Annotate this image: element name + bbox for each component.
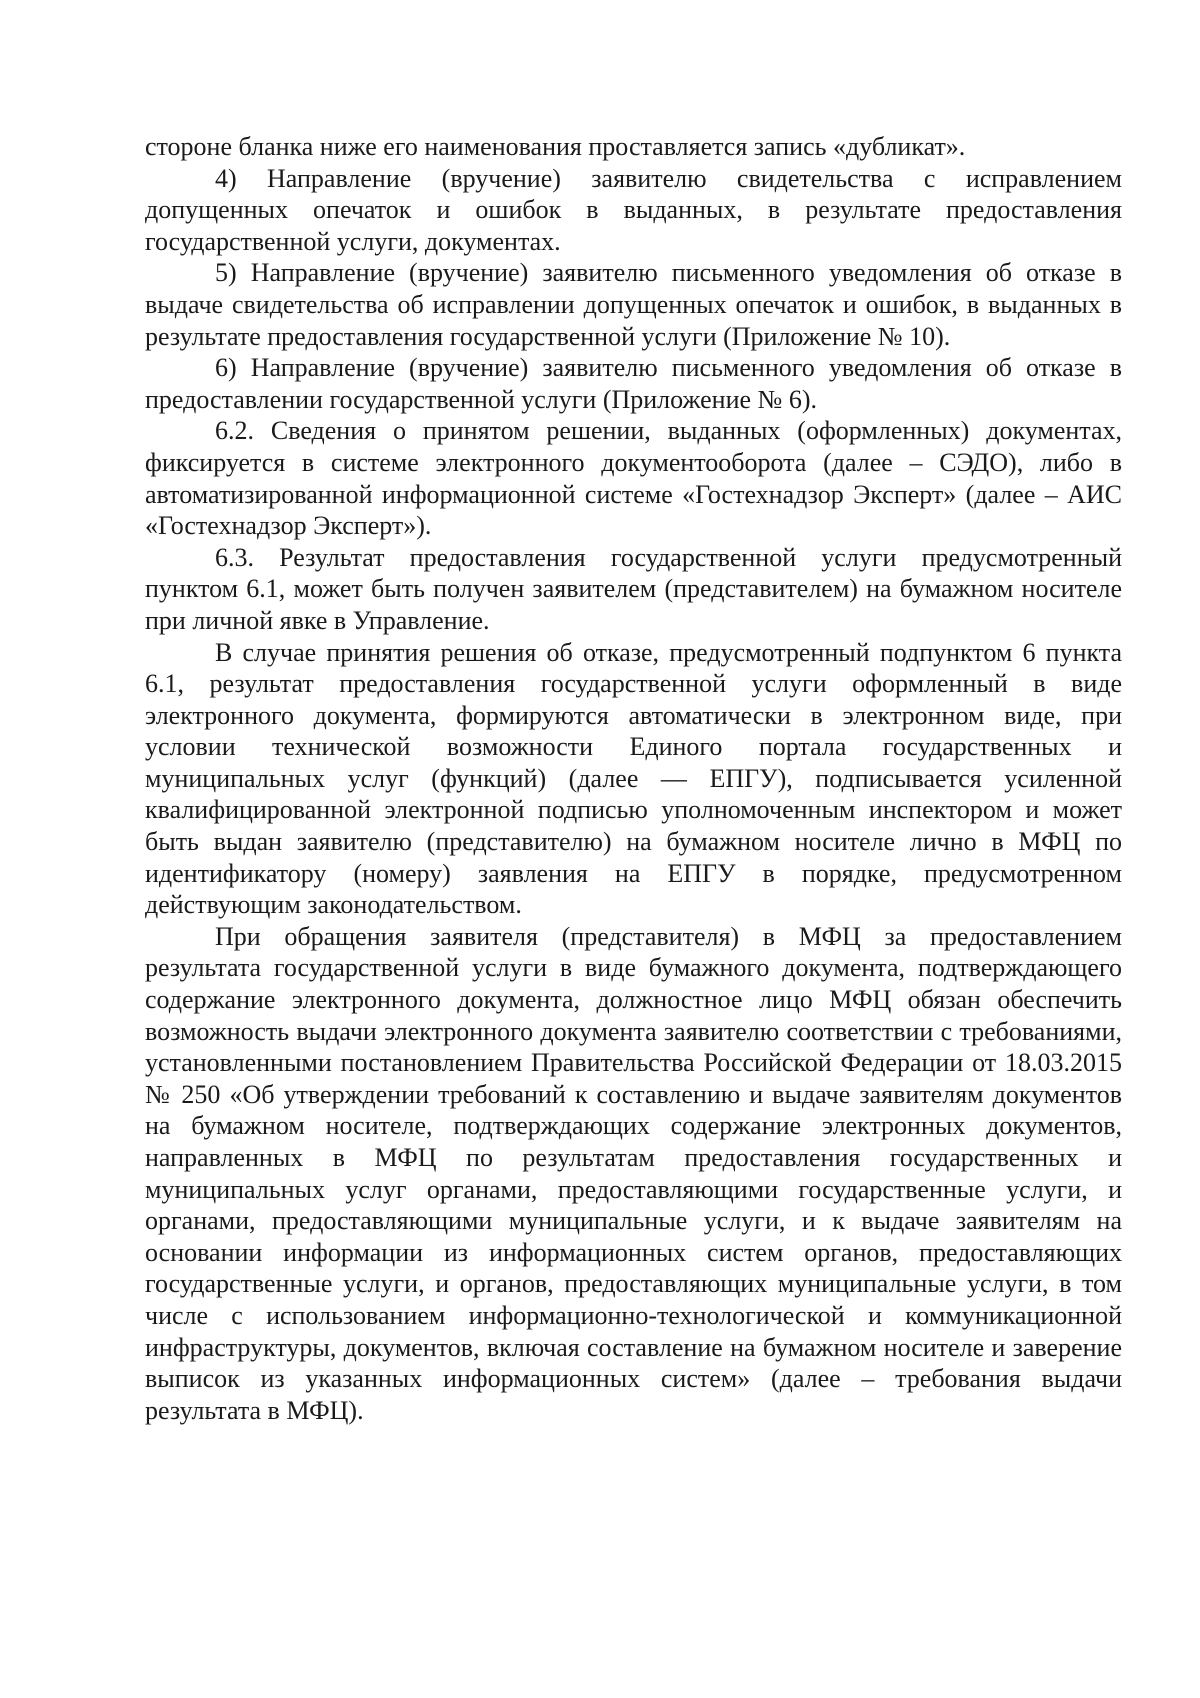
paragraph-item-4: 4) Направление (вручение) заявителю свидетельства с исправлением допущенных опечаток и ошибок в выданных, в результате предоставления государственной услуги, документах. — [145, 163, 1122, 256]
paragraph-item-5: 5) Направление (вручение) заявителю письменного уведомления об отказе в выдаче свидетельства об исправлении допущенных опечаток и ошибок, в выданных в результате предоставления государственной услуги (Приложение № 10). — [145, 258, 1122, 351]
paragraph-refusal-case: В случае принятия решения об отказе, предусмотренный подпунктом 6 пункта 6.1, результат предоставления государственной услуги оформленный в виде электронного документа, формируются автоматически в электронном виде, при условии технической возможности Единого портала государственных и муниципальных услуг (функций) (далее — ЕПГУ), подписывается усиленной квалифицированной электронной подписью уполномоченным инспектором и может быть выдан заявителю (представителю) на бумажном носителе лично в МФЦ по идентификатору (номеру) заявления на ЕПГУ в порядке, предусмотренном действующим законодательством. — [145, 637, 1122, 920]
paragraph-item-6: 6) Направление (вручение) заявителю письменного уведомления об отказе в предоставлении государственной услуги (Приложение № 6). — [145, 353, 1122, 414]
paragraph-mfc-request: При обращения заявителя (представителя) в МФЦ за предоставлением результата государственной услуги в виде бумажного документа, подтверждающего содержание электронного документа, должностное лицо МФЦ обязан обеспечить возможность выдачи электронного документа заявителю соответствии с требованиями, установленными постановлением Правительства Российской Федерации от 18.03.2015 № 250 «Об утверждении требований к составлению и выдаче заявителям документов на бумажном носителе, подтверждающих содержание электронных документов, направленных в МФЦ по результатам предоставления государственных и муниципальных услуг органами, предоставляющими государственные услуги, и органами, предоставляющими муниципальные услуги, и к выдаче заявителям на основании информации из информационных систем органов, предоставляющих государственные услуги, и органов, предоставляющих муниципальные услуги, в том числе с использованием информационно-технологической и коммуникационной инфраструктуры, документов, включая составление на бумажном носителе и заверение выписок из указанных информационных систем» (далее – требования выдачи результата в МФЦ). — [145, 921, 1122, 1425]
paragraph-6-3: 6.3. Результат предоставления государственной услуги предусмотренный пунктом 6.1, может быть получен заявителем (представителем) на бумажном носителе при личной явке в Управление. — [145, 542, 1122, 635]
document-body — [145, 131, 1122, 1426]
paragraph-continuation: стороне бланка ниже его наименования проставляется запись «дубликат». — [145, 132, 966, 161]
paragraph-6-2: 6.2. Сведения о принятом решении, выданных (оформленных) документах, фиксируется в системе электронного документооборота (далее – СЭДО), либо в автоматизированной информационной системе «Гостехнадзор Эксперт» (далее – АИС «Гостехнадзор Эксперт»). — [145, 416, 1122, 541]
